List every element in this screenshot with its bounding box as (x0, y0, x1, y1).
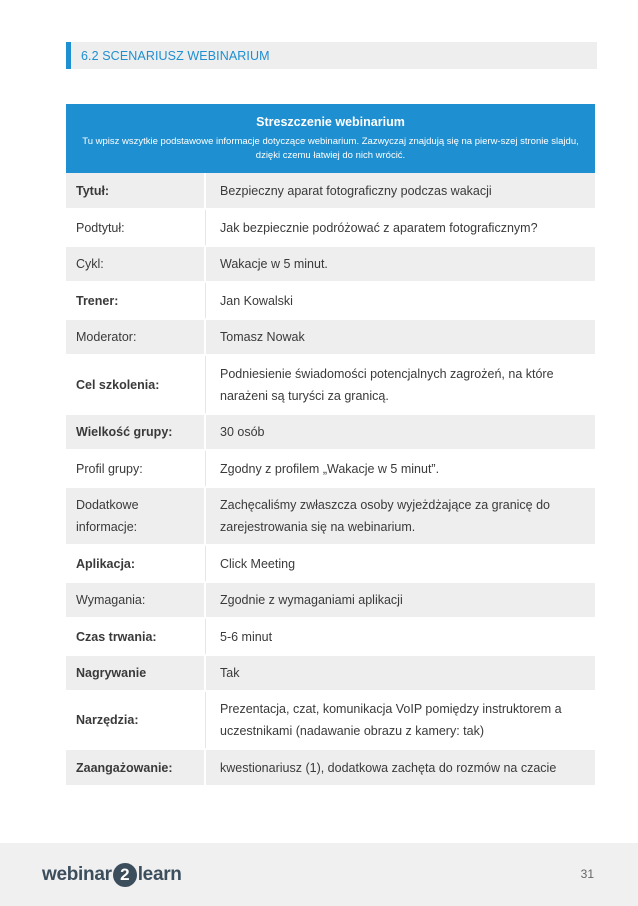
table-row (66, 546, 595, 583)
row-value: Prezentacja, czat, komunikacja VoIP pomiędzy instruktorem a uczestnikami (nadawanie obrazu z kamery: tak) (220, 702, 562, 738)
logo-text-right: learn (137, 864, 182, 885)
logo-text-left: webinar (42, 864, 112, 885)
section-title: 6.2 SCENARIUSZ WEBINARIUM (81, 49, 270, 63)
logo-badge: 2 (113, 863, 137, 887)
row-label: Narzędzia: (66, 692, 206, 748)
row-label: Profil grupy: (66, 451, 206, 486)
table-row (66, 451, 595, 488)
table-header (66, 104, 595, 173)
table-row (66, 750, 595, 787)
row-label: Wielkość grupy: (66, 415, 206, 449)
row-label: Trener: (66, 283, 206, 318)
table-heading: Streszczenie webinarium (256, 115, 405, 129)
table-row (66, 488, 595, 546)
row-label: Nagrywanie (66, 656, 206, 690)
row-value: Jak bezpiecznie podróżować z aparatem fotograficznym? (220, 220, 538, 235)
row-value: Tak (220, 666, 240, 680)
table-row (66, 356, 595, 415)
row-label: Moderator: (66, 320, 206, 354)
row-value: Podniesienie świadomości potencjalnych zagrożeń, na które narażeni są turyści za granicą. (220, 366, 554, 403)
table-row (66, 247, 595, 283)
table-row (66, 692, 595, 750)
row-value: Bezpieczny aparat fotograficzny podczas wakacji (220, 183, 492, 198)
row-label: Tytuł: (66, 173, 206, 208)
row-value: Click Meeting (220, 556, 296, 571)
row-label: Zaangażowanie: (66, 750, 206, 785)
table-description: Tu wpisz wszytkie podstawowe informacje dotyczące webinarium. Zazwyczaj znajdują się na pierw-szej stronie slajdu, dzięki czemu łatwiej do nich wrócić. (82, 136, 579, 161)
row-label: Wymagania: (66, 583, 206, 617)
row-value: 30 osób (220, 425, 265, 439)
row-value: Zgodnie z wymaganiami aplikacji (220, 593, 403, 607)
row-value: Zgodny z profilem „Wakacje w 5 minut”. (220, 461, 440, 476)
row-label: Dodatkowe informacje: (66, 488, 206, 544)
table-row (66, 173, 595, 210)
row-label: Cykl: (66, 247, 206, 281)
page-footer (0, 843, 638, 906)
table-row (66, 210, 595, 247)
table-row (66, 583, 595, 619)
row-label: Czas trwania: (66, 619, 206, 654)
row-label: Podtytuł: (66, 210, 206, 245)
row-value: Tomasz Nowak (220, 330, 305, 344)
summary-table (66, 104, 595, 787)
row-value: Zachęcaliśmy zwłaszcza osoby wyjeżdżające za granicę do zarejestrowania się na webinarium. (220, 498, 551, 534)
row-label: Aplikacja: (66, 546, 206, 581)
table-row (66, 656, 595, 692)
row-value: 5-6 minut (220, 629, 273, 644)
table-row (66, 619, 595, 656)
row-value: Jan Kowalski (220, 293, 293, 308)
table-row (66, 283, 595, 320)
row-label: Cel szkolenia: (66, 356, 206, 413)
table-row (66, 415, 595, 451)
table-row (66, 320, 595, 356)
page-number: 31 (580, 867, 594, 881)
section-header (66, 42, 597, 69)
row-value: Wakacje w 5 minut. (220, 257, 328, 271)
row-value: kwestionariusz (1), dodatkowa zachęta do rozmów na czacie (220, 760, 557, 775)
webinar2learn-logo (42, 862, 182, 888)
